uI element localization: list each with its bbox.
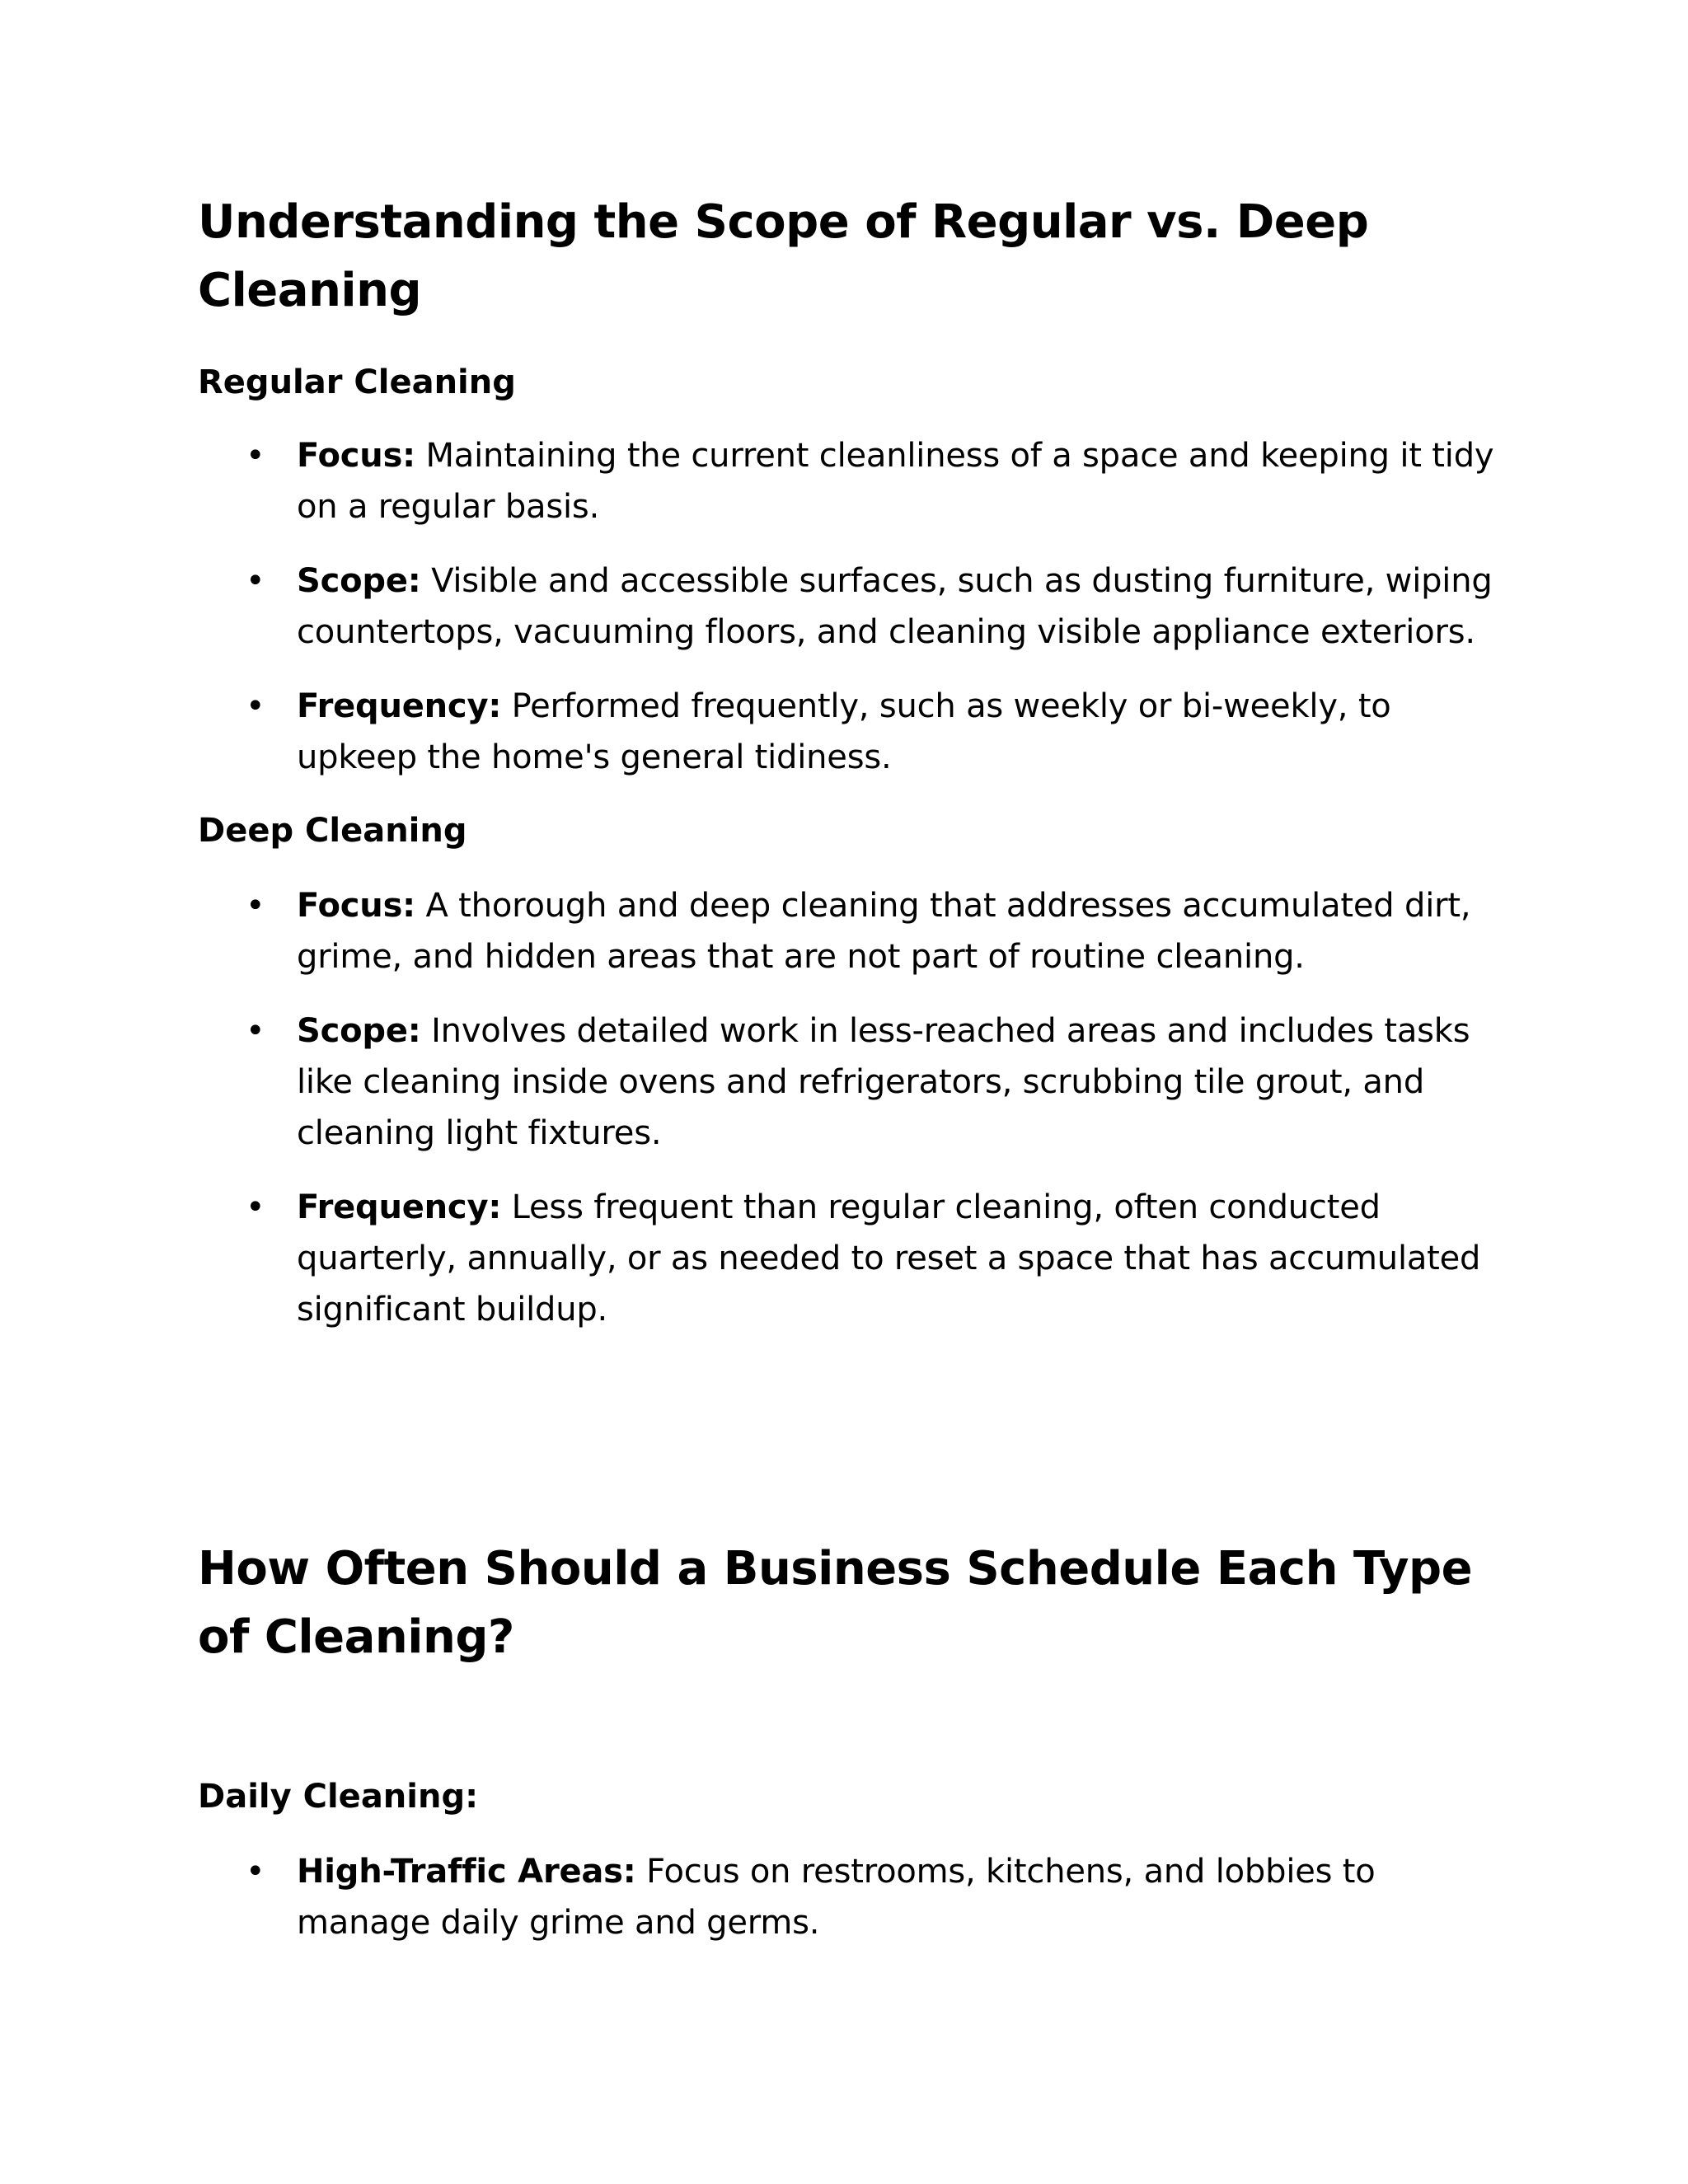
item-body: Maintaining the current cleanliness of a space and keeping it tidy on a regular basis. xyxy=(297,437,1494,526)
list-item-text xyxy=(297,555,1500,658)
item-label: High-Traffic Areas: xyxy=(297,1853,636,1891)
list-item-text xyxy=(297,430,1500,532)
section-heading-scope: Understanding the Scope of Regular vs. Deep Cleaning xyxy=(198,195,1369,317)
bullet-icon: • xyxy=(246,1012,265,1050)
item-label: Focus: xyxy=(297,437,415,475)
item-body: Less frequent than regular cleaning, often conducted quarterly, annually, or as needed to reset a space that has accumulated significant buildup. xyxy=(297,1188,1481,1329)
bullet-icon: • xyxy=(246,1853,265,1891)
list-item-text xyxy=(297,880,1500,982)
list-item-text xyxy=(297,1005,1500,1159)
bullet-icon: • xyxy=(246,562,265,600)
bullet-icon: • xyxy=(246,1188,265,1226)
subheading-regular-cleaning: Regular Cleaning xyxy=(198,363,516,401)
bullet-icon: • xyxy=(246,687,265,725)
item-body: Involves detailed work in less-reached areas and includes tasks like cleaning inside ovens and refrigerators, scrubbing tile grout, and cleaning light fixtures. xyxy=(297,1012,1470,1152)
subheading-daily-cleaning: Daily Cleaning: xyxy=(198,1778,479,1816)
item-label: Frequency: xyxy=(297,687,502,725)
item-label: Scope: xyxy=(297,562,421,600)
section-heading-schedule: How Often Should a Business Schedule Each Type of Cleaning? xyxy=(198,1542,1473,1664)
item-label: Focus: xyxy=(297,887,415,925)
item-body: Focus on restrooms, kitchens, and lobbies to manage daily grime and germs. xyxy=(297,1853,1376,1942)
item-body: Performed frequently, such as weekly or bi-weekly, to upkeep the home's general tidiness. xyxy=(297,687,1391,776)
item-body: A thorough and deep cleaning that addresses accumulated dirt, grime, and hidden areas that are not part of routine cleaning. xyxy=(297,887,1471,976)
list-item-text xyxy=(297,681,1500,783)
item-label: Frequency: xyxy=(297,1188,502,1226)
subheading-deep-cleaning: Deep Cleaning xyxy=(198,812,467,850)
bullet-icon: • xyxy=(246,437,265,475)
item-label: Scope: xyxy=(297,1012,421,1050)
item-body: Visible and accessible surfaces, such as dusting furniture, wiping countertops, vacuuming floors, and cleaning visible appliance exteriors. xyxy=(297,562,1493,651)
bullet-icon: • xyxy=(246,887,265,925)
list-item-text xyxy=(297,1846,1500,1948)
list-item-text xyxy=(297,1182,1500,1335)
